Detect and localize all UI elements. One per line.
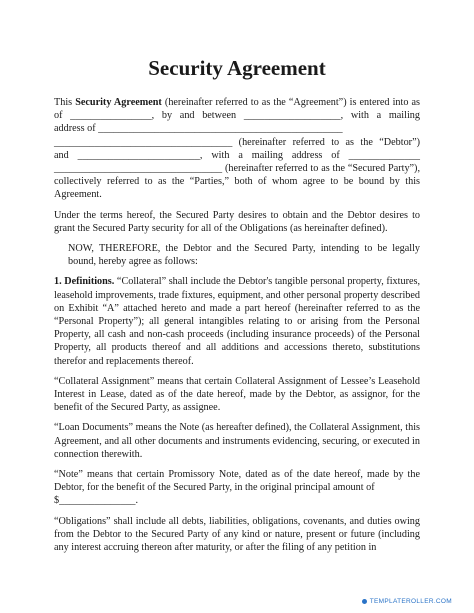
intro-line-6: _________________________________ (hereinafter referred to as the “Secured Party”), <box>54 163 420 175</box>
definitions-text: “Collateral” shall include the Debtor's tangible personal property, fixtures, leasehold improvements, trade fixtures, equipment, and other personal property described on Exhibit “A” attached hereto and made a part hereof (hereinafter referred to as the “Personal Property”); all general intangibles relating to or arising from the Personal Property, all cash and non-cash proceeds (including insurance proceeds) of the Personal Property, all products thereof and all additions and accessions thereto, substitutions therefor and replacements thereof. <box>54 276 420 367</box>
collateral-assignment-paragraph: “Collateral Assignment” means that certain Collateral Assignment of Lessee’s Leasehold Interest in Lease, dated as of the date hereof, made by the Debtor, as assignor, for the benefit of the Secured Party, as assignee. <box>54 375 420 414</box>
intro-line-2: of ________________, by and between ___________________, with a mailing <box>54 110 420 122</box>
under-terms-paragraph: Under the terms hereof, the Secured Party desires to obtain and the Debtor desires to grant the Secured Party security for all of the Obligations (as hereinafter defined). <box>54 209 420 234</box>
intro-line-5: and ________________________, with a mailing address of ______________ <box>54 149 420 161</box>
document-title: Security Agreement <box>148 56 326 80</box>
intro-line-3: address of ________________________________________________ <box>54 123 343 135</box>
intro-line-8: Agreement. <box>54 189 102 201</box>
definitions-paragraph <box>54 275 420 367</box>
obligations-paragraph: “Obligations” shall include all debts, liabilities, obligations, covenants, and duties owing from the Debtor to the Secured Party of any kind or nature, present or future (including any interest accruing thereon after maturity, or after the filing of any petition in <box>54 515 420 554</box>
agreement-name: Security Agreement <box>75 97 162 108</box>
definitions-heading: 1. Definitions. <box>54 276 115 288</box>
intro-paragraph <box>54 96 420 202</box>
footer-brand <box>362 598 452 605</box>
intro-line-7: collectively referred to as the “Parties,” both of whom agree to be bound by this <box>54 176 420 188</box>
now-therefore-paragraph: NOW, THEREFORE, the Debtor and the Secured Party, intending to be legally bound, hereby agree as follows: <box>68 243 420 268</box>
note-paragraph: “Note” means that certain Promissory Note, dated as of the date hereof, made by the Debtor, for the benefit of the Secured Party, in the original principal amount of $_______________. <box>54 469 420 507</box>
brand-dot-icon <box>362 599 367 604</box>
note-amount: $_______________. <box>54 495 139 507</box>
footer-text: TEMPLATEROLLER.COM <box>369 598 452 605</box>
intro-line-4: ___________________________________ (hereinafter referred to as the “Debtor”) <box>54 136 420 148</box>
intro-line-1: This Security Agreement (hereinafter referred to as the “Agreement”) is entered into as <box>54 97 421 108</box>
loan-documents-paragraph: “Loan Documents” means the Note (as hereafter defined), the Collateral Assignment, this Agreement, and all other documents and instruments evidencing, securing, or executed in connection therewith. <box>54 422 420 460</box>
